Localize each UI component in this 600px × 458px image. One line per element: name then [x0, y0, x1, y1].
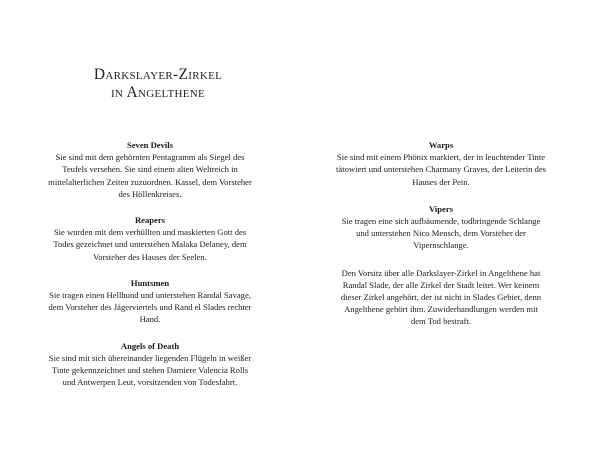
- circle-name: Huntsmen: [130, 277, 170, 288]
- circle-description: Sie sind mit sich übereinander liegenden Flügeln in weißer Tinte gekennzeichnet und stehen Damiere Valencia Rolls und Antwerpen Leut, vorsitzenden von Todesfahrt.: [48, 352, 252, 388]
- circle-description: Sie sind mit einem Phönix markiert, der in leuchtender Tinte tätowiert und unterstehen Charmany Graves, der Leiterin des Hauses der Pein.: [336, 152, 546, 187]
- circle-name: Angels of Death: [120, 340, 180, 351]
- note-text: Den Vorsitz über alle Darkslayer-Zirkel in Angelthene hat Randal Slade, der alle Zirkel der Stadt leitet. Wer keinem dieser Zirkel angehört, der ist nicht in Slades Gebiet, denn Angelthene gehört ihm. Zuwiderhandlungen werden mit dem Tod bestraft.: [340, 267, 542, 327]
- circle-entry-warps: [336, 139, 546, 188]
- title-line-1: Darkslayer-Zirkel: [93, 66, 223, 83]
- left-column: [45, 139, 255, 402]
- page-title: [78, 66, 238, 102]
- circle-entry-reapers: [45, 214, 255, 263]
- circle-description: Sie sind mit dem gehörnten Pentagramm als Siegel des Teufels versehen. Sie sind einem alten Weltreich in mittelalterlichen Zeiten zuzuordnen. Kassel, dem Vorsteher des Höllenkreises.: [48, 152, 252, 199]
- circle-entry-huntsmen: [45, 277, 255, 326]
- circle-description: Sie tragen einen Hellhund und unterstehen Randal Savage, dem Vorsteher des Jägerviertels und Rand el Slades rechter Hand.: [48, 290, 252, 325]
- circle-description: Sie tragen eine sich aufbäumende, todbringende Schlange und unterstehen Nico Mensch, dem Vorsteher der Vipernschlange.: [341, 216, 541, 251]
- circle-name: Reapers: [134, 215, 166, 226]
- right-column: [336, 139, 546, 343]
- title-line-2: in Angelthene: [110, 84, 206, 101]
- circle-entry-seven-devils: [45, 139, 255, 200]
- circle-description: Sie wurden mit dem verhüllten und maskierten Gott des Todes gezeichnet und unterstehen Malaka Delaney, dem Vorsteher des Hauses der Seelen.: [53, 227, 247, 262]
- closing-note: [336, 267, 546, 328]
- circle-name: Vipers: [428, 203, 454, 214]
- circle-entry-angels-of-death: [45, 340, 255, 389]
- circle-entry-vipers: [336, 203, 546, 252]
- circle-name: Warps: [428, 140, 454, 150]
- circle-name: Seven Devils: [126, 140, 174, 150]
